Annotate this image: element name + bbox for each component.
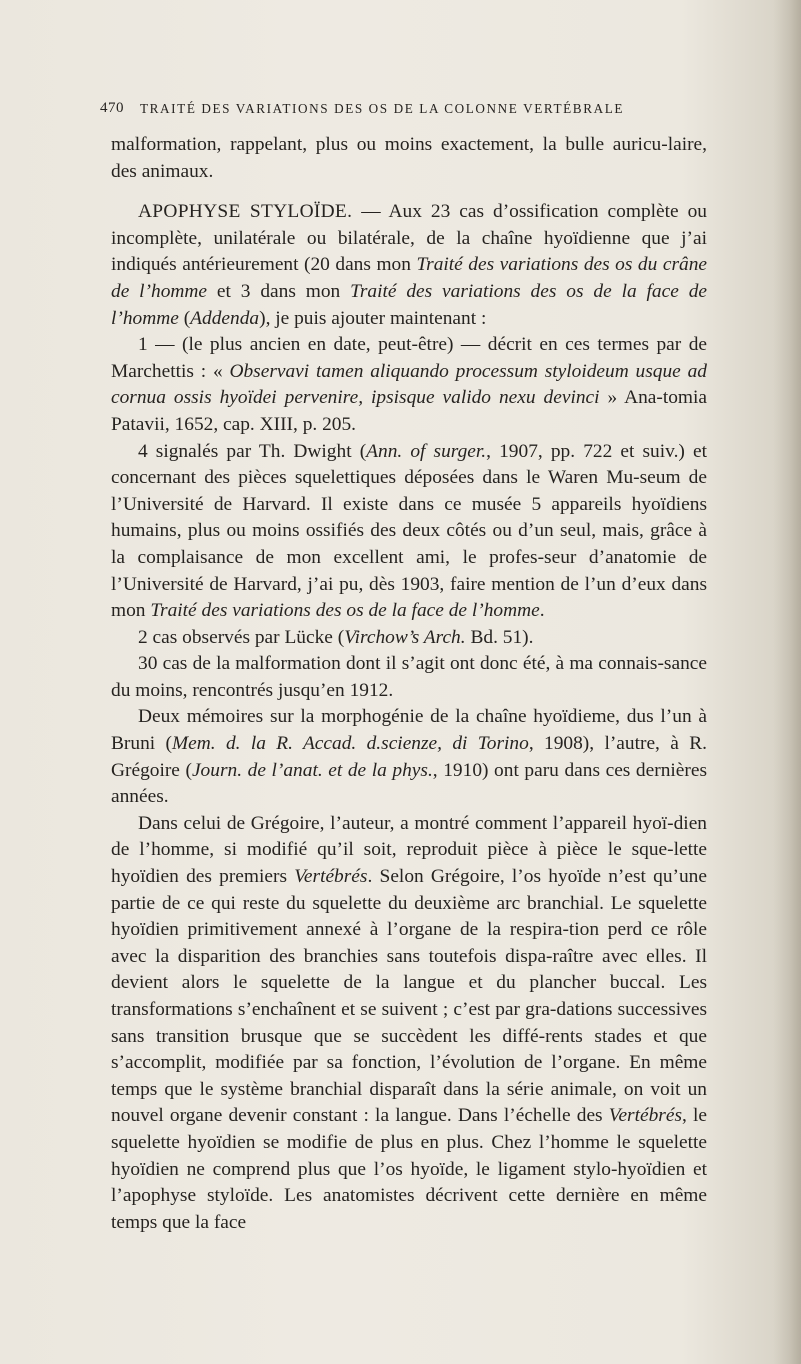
body-text — [111, 132, 707, 1236]
page-number: 470 — [100, 100, 124, 116]
paragraph-total-cases: 30 cas de la malformation dont il s’agit ont donc été, à ma connais-sance du moins, rencontrés jusqu’en 1912. — [111, 653, 707, 701]
paragraph-marchettis: 1 — (le plus ancien en date, peut-être) — décrit en ces termes par de Marchettis : « Observavi tamen aliquando processum styloideum usque ad cornua ossis hyoïdei pervenire, ipsisque valido nexu devinci » Ana-tomia Patavii, 1652, cap. XIII, p. 205. — [111, 334, 707, 435]
paragraph-gregoire: Dans celui de Grégoire, l’auteur, a montré comment l’appareil hyoï-dien de l’homme, si modifié qu’il soit, reproduit pièce à pièce le sque-lette hyoïdien des premiers Vertébrés. Selon Grégoire, l’os hyoïde n’est qu’une partie de ce qui reste du squelette du deuxième arc branchial. Le squelette hyoïdien primitivement annexé à l’organe de la respira-tion perd ce rôle avec la disparition des branchies sans toutefois dispa-raître avec elles. Il devient alors le squelette de la langue et du plancher buccal. Les transformations s’enchaînent et se suivent ; c’est par gra-dations successives sans transition brusque que se succèdent les diffé-rents stades et que s’accomplit, modifiée par sa fonction, l’évolution de l’organe. En même temps que le système branchial disparaît dans la série animale, on voit un nouvel organe devenir constant : la langue. Dans l’échelle des Vertébrés, le squelette hyoïdien se modifie de plus en plus. Chez l’homme le squelette hyoïdien ne comprend plus que l’os hyoïde, le ligament stylo-hyoïdien et l’apophyse styloïde. Les anatomistes décrivent cette dernière en même temps que la face — [111, 812, 707, 1233]
page-header — [100, 100, 705, 122]
paragraph-lucke: 2 cas observés par Lücke (Virchow’s Arch. Bd. 51). — [138, 626, 534, 648]
paragraph-apophyse-styloide: APOPHYSE STYLOÏDE. — Aux 23 cas d’ossification complète ou incomplète, unilatérale ou bilatérale, de la chaîne hyoïdienne que j’ai indiqués antérieurement (20 dans mon Traité des variations des os du crâne de l’homme et 3 dans mon Traité des variations des os de la face de l’homme (Addenda), je puis ajouter maintenant : — [111, 201, 707, 329]
section-heading: APOPHYSE STYLOÏDE. — [138, 201, 353, 223]
running-head: TRAITÉ DES VARIATIONS DES OS DE LA COLONNE VERTÉBRALE — [140, 101, 625, 116]
paragraph-dwight: 4 signalés par Th. Dwight (Ann. of surger., 1907, pp. 722 et suiv.) et concernant des pièces squelettiques déposées dans le Waren Mu-seum de l’Université de Harvard. Il existe dans ce musée 5 appareils hyoïdiens humains, plus ou moins ossifiés des deux côtés ou d’un seul, mais, grâce à la complaisance de mon excellent ami, le profes-seur d’anatomie de l’Université de Harvard, j’ai pu, dès 1903, faire mention de l’un d’eux dans mon Traité des variations des os de la face de l’homme. — [111, 440, 707, 622]
paragraph-memoires: Deux mémoires sur la morphogénie de la chaîne hyoïdieme, dus l’un à Bruni (Mem. d. la R. Accad. d.scienze, di Torino, 1908), l’autre, à R. Grégoire (Journ. de l’anat. et de la phys., 1910) ont paru dans ces dernières années. — [111, 706, 707, 808]
page-edge-shadow — [773, 0, 801, 1364]
paragraph-continuation: malformation, rappelant, plus ou moins exactement, la bulle auricu-laire, des animaux. — [111, 134, 707, 182]
